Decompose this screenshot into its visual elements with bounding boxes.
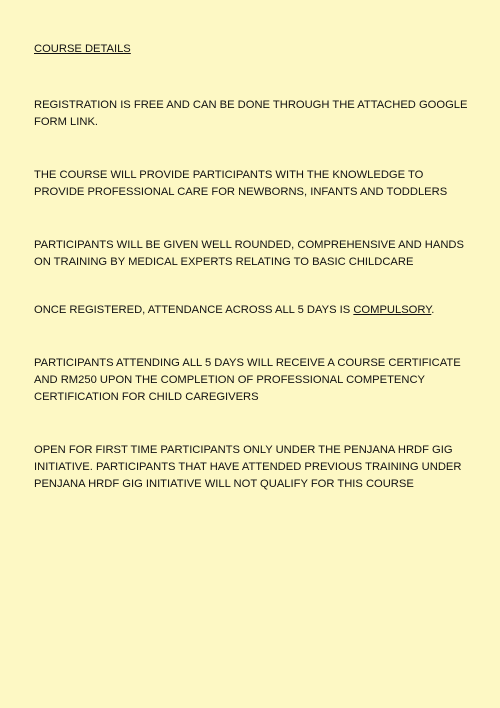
attendance-paragraph (34, 302, 474, 319)
course-provide-paragraph: THE COURSE WILL PROVIDE PARTICIPANTS WITH THE KNOWLEDGE TO PROVIDE PROFESSIONAL CARE FOR NEWBORNS, INFANTS AND TODDLERS (34, 169, 448, 198)
attendance-period: . (431, 304, 435, 316)
attendance-text: ONCE REGISTERED, ATTENDANCE ACROSS ALL 5 DAYS IS (34, 304, 354, 316)
eligibility-paragraph: OPEN FOR FIRST TIME PARTICIPANTS ONLY UNDER THE PENJANA HRDF GIG INITIATIVE. PARTICIPANTS THAT HAVE ATTENDED PREVIOUS TRAINING UNDER PENJANA HRDF GIG INITIATIVE WILL NOT QUALIFY FOR THIS COURSE (34, 444, 462, 490)
compulsory-emphasis: COMPULSORY (353, 304, 432, 316)
training-paragraph: PARTICIPANTS WILL BE GIVEN WELL ROUNDED, COMPREHENSIVE AND HANDS ON TRAINING BY MEDICAL EXPERTS RELATING TO BASIC CHILDCARE (34, 239, 464, 268)
certificate-paragraph: PARTICIPANTS ATTENDING ALL 5 DAYS WILL RECEIVE A COURSE CERTIFICATE AND RM250 UPON THE COMPLETION OF PROFESSIONAL COMPETENCY CERTIFICATION FOR CHILD CAREGIVERS (34, 357, 461, 403)
registration-paragraph: REGISTRATION IS FREE AND CAN BE DONE THROUGH THE ATTACHED GOOGLE FORM LINK. (34, 99, 468, 128)
course-details-heading: COURSE DETAILS (34, 43, 131, 55)
